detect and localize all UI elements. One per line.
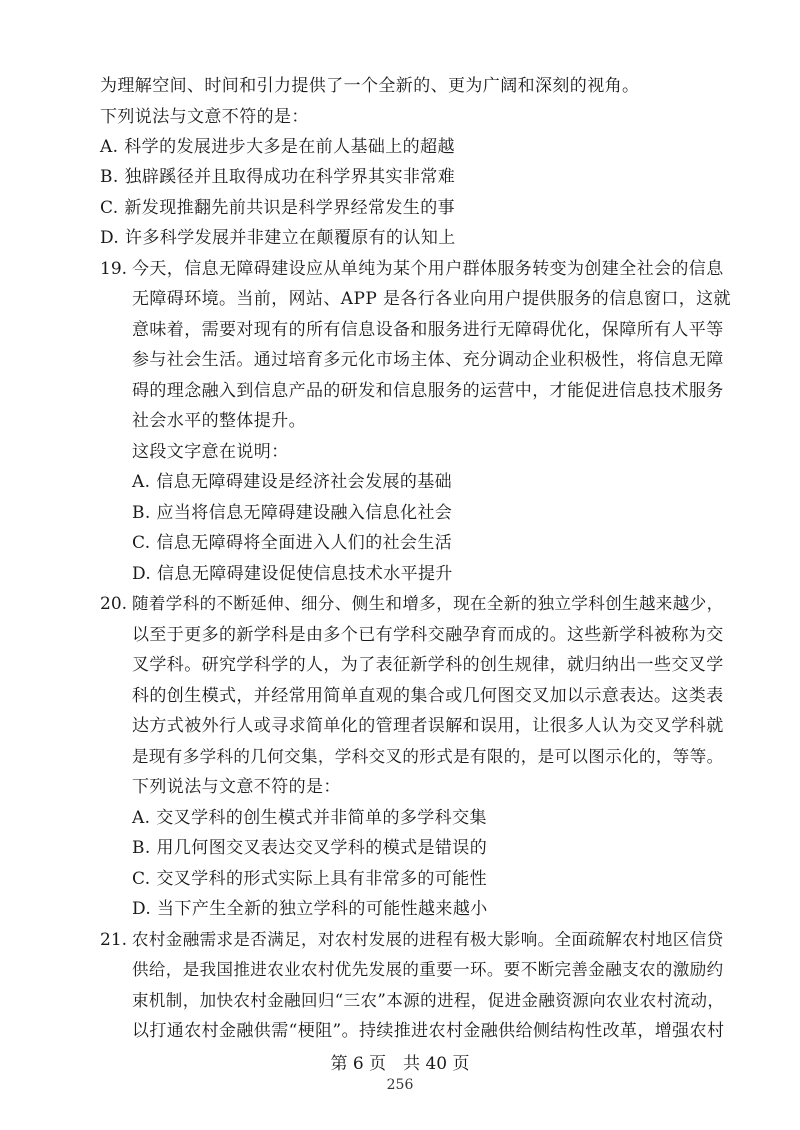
option-b: B. 应当将信息无障碍建设融入信息化社会 [132, 503, 453, 523]
question-prompt: 下列说法与文意不符的是： [100, 107, 309, 127]
question-number: 21. [100, 930, 128, 950]
option-d: D. 信息无障碍建设促使信息技术水平提升 [132, 564, 453, 584]
question-number: 20. [100, 594, 128, 614]
passage-line: 科的创生模式，并经常用简单直观的集合或几何图交叉加以示意表达。这类表 [132, 686, 724, 706]
question-number: 19. [100, 259, 128, 279]
passage-line: 意味着，需要对现有的所有信息设备和服务进行无障碍优化，保障所有人平等 [132, 320, 724, 340]
page-footer-title: 第 6 页 共 40 页 [330, 1054, 470, 1074]
question-prompt: 这段文字意在说明： [132, 442, 289, 462]
option-c: C. 交叉学科的形式实际上具有非常多的可能性 [132, 869, 488, 889]
option-c: C. 新发现推翻先前共识是科学界经常发生的事 [100, 198, 456, 218]
passage-line: 叉学科。研究学科学的人，为了表征新学科的创生规律，就归纳出一些交叉学 [132, 655, 724, 675]
passage-line: 是现有多学科的几何交集，学科交叉的形式是有限的，是可以图示化的，等等。 [132, 747, 724, 766]
passage-line: 达方式被外行人或寻求简单化的管理者误解和误用，让很多人认为交叉学科就 [132, 716, 724, 736]
passage-line: 为理解空间、时间和引力提供了一个全新的、更为广阔和深刻的视角。 [100, 76, 640, 96]
passage-line: 供给，是我国推进农业农村优先发展的重要一环。要不断完善金融支农的激励约 [132, 960, 724, 979]
option-d: D. 许多科学发展并非建立在颠覆原有的认知上 [100, 228, 456, 248]
passage-line: 无障碍环境。当前，网站、APP 是各行各业向用户提供服务的信息窗口，这就 [132, 289, 731, 309]
option-b: B. 用几何图交叉表达交叉学科的模式是错误的 [132, 838, 488, 858]
passage-line: 随着学科的不断延伸、细分、侧生和增多，现在全新的独立学科创生越来越少， [132, 594, 724, 613]
passage-line: 今天，信息无障碍建设应从单纯为某个用户群体服务转变为创建全社会的信息 [132, 259, 724, 279]
passage-line: 碍的理念融入到信息产品的研发和信息服务的运营中，才能促进信息技术服务 [132, 381, 724, 401]
option-a: A. 交叉学科的创生模式并非简单的多学科交集 [132, 808, 487, 828]
passage-line: 农村金融需求是否满足，对农村发展的进程有极大影响。全面疏解农村地区信贷 [132, 930, 724, 949]
option-d: D. 当下产生全新的独立学科的可能性越来越小 [132, 899, 488, 919]
passage-line: 社会水平的整体提升。 [132, 411, 306, 431]
passage-line: 束机制，加快农村金融回归“三农”本源的进程，促进金融资源向农业农村流动， [132, 991, 725, 1010]
passage-line: 以打通农村金融供需“梗阻”。持续推进农村金融供给侧结构性改革，增强农村 [132, 1021, 725, 1041]
option-c: C. 信息无障碍将全面进入人们的社会生活 [132, 533, 453, 553]
passage-line: 以至于更多的新学科是由多个已有学科交融孕育而成的。这些新学科被称为交 [132, 625, 724, 645]
question-prompt: 下列说法与文意不符的是： [132, 777, 341, 797]
page-number: 256 [386, 1077, 414, 1093]
option-a: A. 科学的发展进步大多是在前人基础上的超越 [100, 137, 455, 157]
option-b: B. 独辟蹊径并且取得成功在科学界其实非常难 [100, 167, 456, 187]
passage-line: 参与社会生活。通过培育多元化市场主体、充分调动企业积极性，将信息无障 [132, 350, 724, 370]
option-a: A. 信息无障碍建设是经济社会发展的基础 [132, 472, 453, 492]
